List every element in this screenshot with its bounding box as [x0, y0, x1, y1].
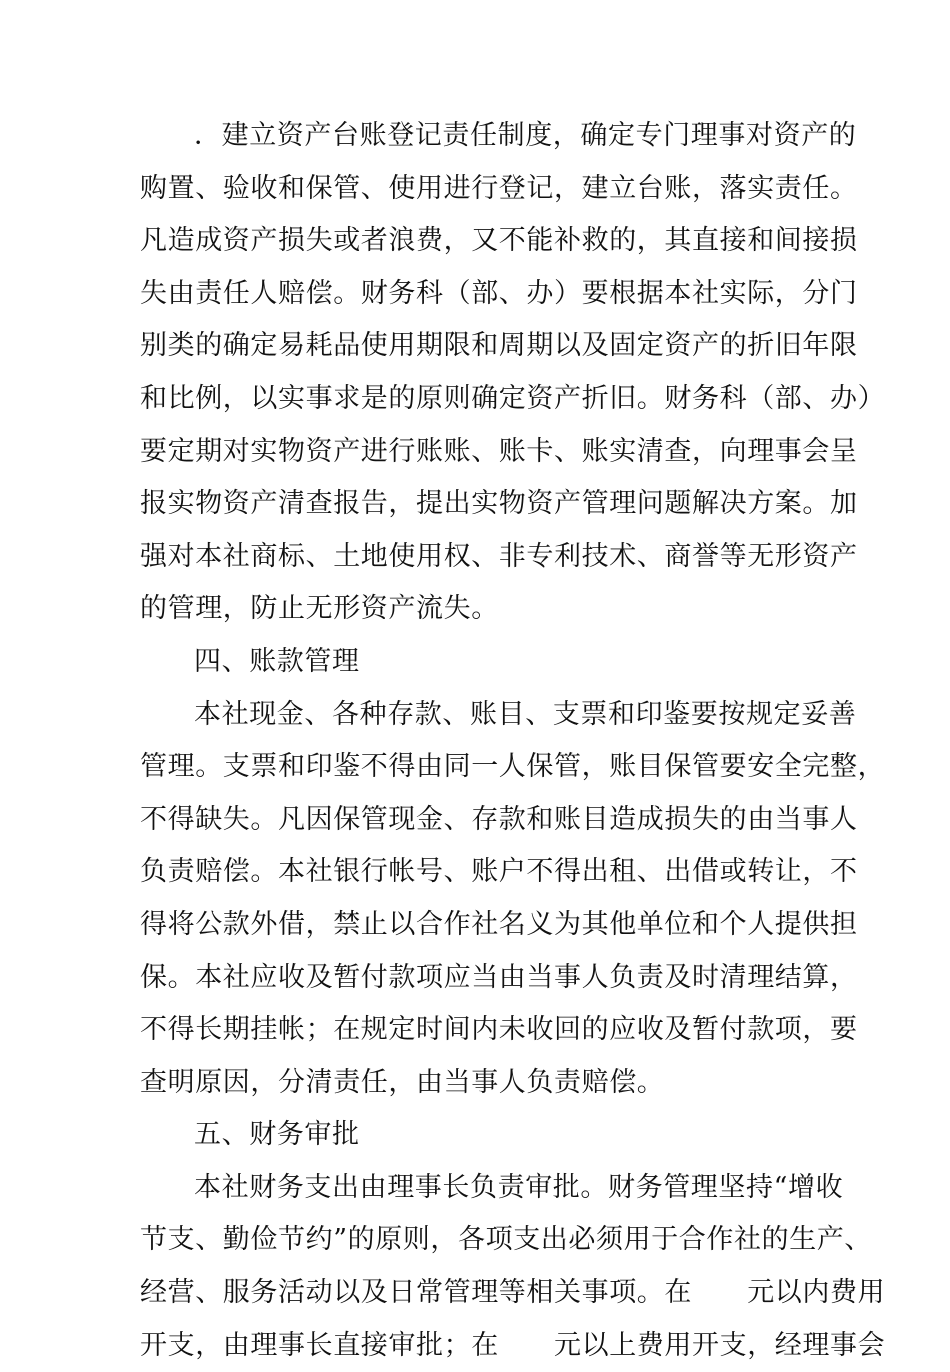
paragraph-line: 的管理，防止无形资产流失。	[140, 593, 499, 625]
paragraph-line: 不得长期挂帐；在规定时间内未收回的应收及暂付款项，要	[140, 1014, 858, 1046]
paragraph-line: 要定期对实物资产进行账账、账卡、账实清查，向理事会呈	[140, 435, 858, 467]
paragraph-line: 本社财务支出由理事长负责审批。财务管理坚持“增收	[194, 1171, 844, 1203]
paragraph-line: 报实物资产清查报告，提出实物资产管理问题解决方案。加	[140, 488, 858, 520]
paragraph-line: 管理。支票和印鉴不得由同一人保管，账目保管要安全完整，	[140, 751, 886, 783]
paragraph-line: 不得缺失。凡因保管现金、存款和账目造成损失的由当事人	[140, 803, 858, 835]
paragraph-line: 购置、验收和保管、使用进行登记，建立台账，落实责任。	[140, 172, 858, 204]
paragraph-line: 保。本社应收及暂付款项应当由当事人负责及时清理结算，	[140, 961, 858, 993]
paragraph-line: 别类的确定易耗品使用期限和周期以及固定资产的折旧年限	[140, 330, 858, 362]
paragraph-line: 经营、服务活动以及日常管理等相关事项。在 元以内费用	[140, 1277, 886, 1309]
paragraph-line: 和比例，以实事求是的原则确定资产折旧。财务科（部、办）	[140, 382, 886, 414]
paragraph-line: 节支、勤俭节约”的原则，各项支出必须用于合作社的生产、	[140, 1224, 873, 1256]
paragraph-line: 本社现金、各种存款、账目、支票和印鉴要按规定妥善	[194, 698, 857, 730]
paragraph-line: 开支，由理事长直接审批；在 元以上费用开支，经理事会	[140, 1329, 886, 1361]
section-heading: 四、账款管理	[194, 645, 360, 677]
paragraph-line: ．建立资产台账登记责任制度，确定专门理事对资产的	[194, 120, 857, 151]
paragraph-line: 凡造成资产损失或者浪费，又不能补救的，其直接和间接损	[140, 225, 858, 257]
section-heading: 五、财务审批	[194, 1119, 360, 1151]
document-body	[140, 110, 886, 1372]
paragraph-line: 负责赔偿。本社银行帐号、账户不得出租、出借或转让，不	[140, 856, 858, 888]
paragraph-line: 强对本社商标、土地使用权、非专利技术、商誉等无形资产	[140, 540, 858, 572]
paragraph-line: 得将公款外借，禁止以合作社名义为其他单位和个人提供担	[140, 908, 858, 940]
paragraph-line: 失由责任人赔偿。财务科（部、办）要根据本社实际，分门	[140, 277, 858, 309]
paragraph-line: 查明原因，分清责任，由当事人负责赔偿。	[140, 1066, 665, 1098]
